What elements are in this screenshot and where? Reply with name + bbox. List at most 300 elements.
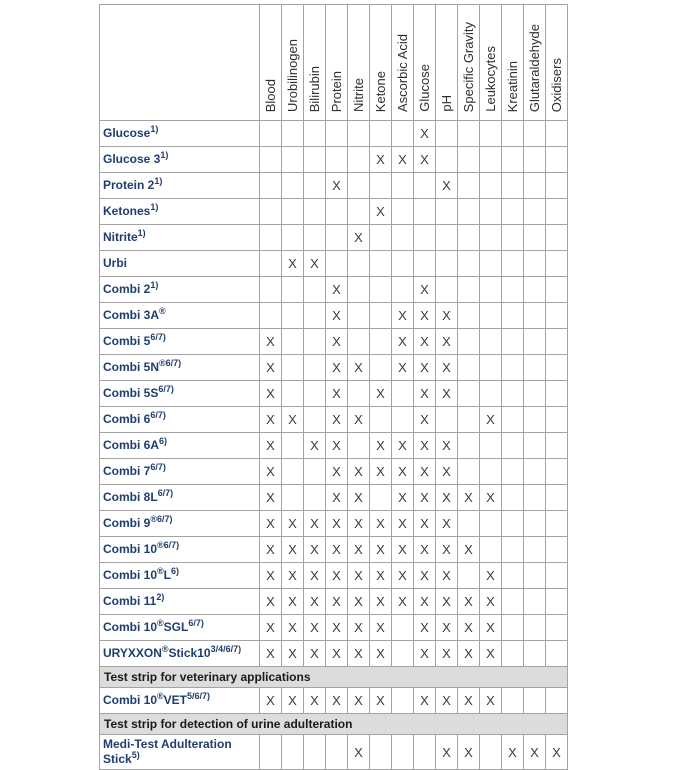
mark-cell-urobilinogen (282, 303, 304, 329)
mark-cell-blood (260, 225, 282, 251)
mark-cell-ph: X (436, 173, 458, 199)
mark-cell-ph (436, 147, 458, 173)
product-name: Medi-Test Adulteration Stick$^{5)}$ (100, 735, 260, 770)
mark-cell-glutaraldehyde (524, 329, 546, 355)
mark-cell-protein: X (326, 537, 348, 563)
mark-cell-bilirubin: X (304, 433, 326, 459)
mark-cell-ascorbic-acid (392, 407, 414, 433)
mark-cell-protein: X (326, 615, 348, 641)
mark-cell-bilirubin (304, 303, 326, 329)
mark-cell-glutaraldehyde (524, 641, 546, 667)
mark-cell-blood: X (260, 563, 282, 589)
mark-cell-urobilinogen: X (282, 537, 304, 563)
mark-cell-oxidisers (546, 589, 568, 615)
mark-cell-bilirubin: X (304, 589, 326, 615)
mark-cell-nitrite: X (348, 537, 370, 563)
mark-cell-specific-gravity: X (458, 735, 480, 770)
mark-cell-urobilinogen (282, 433, 304, 459)
mark-cell-urobilinogen: X (282, 511, 304, 537)
mark-cell-oxidisers (546, 251, 568, 277)
mark-cell-bilirubin: X (304, 537, 326, 563)
mark-cell-glucose: X (414, 121, 436, 147)
mark-cell-nitrite: X (348, 485, 370, 511)
mark-cell-leukocytes (480, 251, 502, 277)
mark-cell-glucose: X (414, 688, 436, 714)
mark-cell-kreatinin (502, 355, 524, 381)
product-name: Ketones$^{1)}$ (100, 199, 260, 225)
mark-cell-ascorbic-acid: X (392, 563, 414, 589)
mark-cell-blood: X (260, 407, 282, 433)
mark-cell-specific-gravity: X (458, 537, 480, 563)
mark-cell-ph (436, 225, 458, 251)
mark-cell-ketone: X (370, 147, 392, 173)
column-header-kreatinin (502, 5, 524, 121)
column-header-ascorbic-acid (392, 5, 414, 121)
column-header-label: Nitrite (350, 78, 366, 112)
mark-cell-glutaraldehyde (524, 355, 546, 381)
mark-cell-bilirubin (304, 173, 326, 199)
mark-cell-blood: X (260, 688, 282, 714)
product-name: Glucose 3$^{1)}$ (100, 147, 260, 173)
product-name: Combi 11$^{2)}$ (100, 589, 260, 615)
mark-cell-glucose (414, 225, 436, 251)
mark-cell-oxidisers (546, 641, 568, 667)
mark-cell-ketone: X (370, 511, 392, 537)
mark-cell-bilirubin (304, 485, 326, 511)
product-name: Combi $10®SGL^{6/7)}$ (100, 615, 260, 641)
mark-cell-oxidisers (546, 355, 568, 381)
product-name: $URYXXON®Stick10^{3/4/6/7)}$ (100, 641, 260, 667)
mark-cell-nitrite (348, 433, 370, 459)
mark-cell-bilirubin (304, 329, 326, 355)
mark-cell-urobilinogen (282, 381, 304, 407)
product-name: Combi $8L^{6/7)}$ (100, 485, 260, 511)
column-header-label: Urobilinogen (284, 39, 300, 112)
mark-cell-urobilinogen (282, 199, 304, 225)
mark-cell-ph: X (436, 355, 458, 381)
footnote-marker: 6/7) (150, 332, 166, 342)
mark-cell-urobilinogen (282, 277, 304, 303)
mark-cell-ketone (370, 485, 392, 511)
mark-cell-specific-gravity (458, 563, 480, 589)
column-header-label: Ascorbic Acid (394, 33, 410, 112)
mark-cell-glutaraldehyde (524, 277, 546, 303)
mark-cell-bilirubin (304, 199, 326, 225)
mark-cell-blood: X (260, 355, 282, 381)
footnote-marker: ®6/7) (157, 540, 180, 550)
column-header-bilirubin (304, 5, 326, 121)
mark-cell-leukocytes (480, 433, 502, 459)
column-header-ketone (370, 5, 392, 121)
table-row (100, 537, 568, 563)
mark-cell-glutaraldehyde (524, 615, 546, 641)
footnote-marker: 6/7) (150, 462, 166, 472)
table-body (100, 121, 568, 770)
mark-cell-protein: X (326, 277, 348, 303)
mark-cell-bilirubin (304, 735, 326, 770)
mark-cell-protein (326, 225, 348, 251)
mark-cell-leukocytes (480, 735, 502, 770)
mark-cell-ascorbic-acid (392, 121, 414, 147)
mark-cell-bilirubin: X (304, 688, 326, 714)
mark-cell-ketone (370, 407, 392, 433)
table-row (100, 688, 568, 714)
footnote-marker: ® (159, 306, 166, 316)
mark-cell-urobilinogen (282, 355, 304, 381)
mark-cell-nitrite (348, 329, 370, 355)
table-row (100, 225, 568, 251)
mark-cell-ascorbic-acid: X (392, 537, 414, 563)
mark-cell-oxidisers: X (546, 735, 568, 770)
mark-cell-glucose: X (414, 355, 436, 381)
mark-cell-ph (436, 121, 458, 147)
mark-cell-kreatinin (502, 225, 524, 251)
mark-cell-glutaraldehyde (524, 303, 546, 329)
mark-cell-protein: X (326, 433, 348, 459)
table-row (100, 381, 568, 407)
mark-cell-ascorbic-acid (392, 735, 414, 770)
mark-cell-glucose: X (414, 303, 436, 329)
mark-cell-specific-gravity (458, 407, 480, 433)
mark-cell-glutaraldehyde (524, 485, 546, 511)
mark-cell-protein: X (326, 381, 348, 407)
mark-cell-ascorbic-acid (392, 199, 414, 225)
mark-cell-ph: X (436, 329, 458, 355)
mark-cell-specific-gravity (458, 459, 480, 485)
mark-cell-ascorbic-acid (392, 277, 414, 303)
footnote-marker: 5) (131, 750, 140, 760)
mark-cell-ketone: X (370, 537, 392, 563)
mark-cell-blood: X (260, 485, 282, 511)
mark-cell-kreatinin (502, 173, 524, 199)
mark-cell-blood: X (260, 433, 282, 459)
mark-cell-glucose: X (414, 641, 436, 667)
mark-cell-ascorbic-acid: X (392, 589, 414, 615)
mark-cell-blood: X (260, 615, 282, 641)
table-row (100, 589, 568, 615)
mark-cell-glutaraldehyde (524, 407, 546, 433)
column-header-label: Oxidisers (548, 57, 564, 112)
mark-cell-kreatinin (502, 433, 524, 459)
mark-cell-nitrite: X (348, 563, 370, 589)
mark-cell-oxidisers (546, 459, 568, 485)
mark-cell-kreatinin: X (502, 735, 524, 770)
mark-cell-blood (260, 199, 282, 225)
column-header-label: Bilirubin (306, 65, 322, 112)
column-header-nitrite (348, 5, 370, 121)
mark-cell-nitrite: X (348, 641, 370, 667)
mark-cell-protein: X (326, 459, 348, 485)
mark-cell-protein: X (326, 511, 348, 537)
mark-cell-kreatinin (502, 641, 524, 667)
footnote-marker: ® (157, 566, 164, 576)
mark-cell-specific-gravity (458, 199, 480, 225)
product-name: Combi 2$^{1)}$ (100, 277, 260, 303)
mark-cell-nitrite (348, 303, 370, 329)
mark-cell-blood (260, 173, 282, 199)
product-name: Combi $5S^{6/7)}$ (100, 381, 260, 407)
mark-cell-blood (260, 277, 282, 303)
mark-cell-kreatinin (502, 277, 524, 303)
footnote-marker: 3/4/6/7) (210, 644, 242, 654)
footnote-marker: 1) (137, 228, 146, 238)
mark-cell-glucose (414, 173, 436, 199)
table-row (100, 121, 568, 147)
mark-cell-urobilinogen: X (282, 688, 304, 714)
mark-cell-specific-gravity (458, 433, 480, 459)
mark-cell-ph (436, 251, 458, 277)
mark-cell-specific-gravity (458, 121, 480, 147)
mark-cell-blood (260, 147, 282, 173)
mark-cell-ascorbic-acid (392, 641, 414, 667)
mark-cell-ph: X (436, 688, 458, 714)
mark-cell-leukocytes: X (480, 641, 502, 667)
mark-cell-blood: X (260, 329, 282, 355)
mark-cell-kreatinin (502, 485, 524, 511)
mark-cell-kreatinin (502, 688, 524, 714)
mark-cell-glucose: X (414, 511, 436, 537)
mark-cell-nitrite: X (348, 615, 370, 641)
mark-cell-nitrite (348, 277, 370, 303)
mark-cell-ketone (370, 329, 392, 355)
mark-cell-kreatinin (502, 121, 524, 147)
mark-cell-oxidisers (546, 381, 568, 407)
mark-cell-blood: X (260, 511, 282, 537)
mark-cell-glutaraldehyde (524, 173, 546, 199)
mark-cell-leukocytes (480, 537, 502, 563)
mark-cell-oxidisers (546, 121, 568, 147)
mark-cell-glucose: X (414, 329, 436, 355)
mark-cell-bilirubin: X (304, 615, 326, 641)
mark-cell-ketone: X (370, 589, 392, 615)
product-name: Combi $10®VET^{5/6/7)}$ (100, 688, 260, 714)
mark-cell-ascorbic-acid: X (392, 511, 414, 537)
mark-cell-nitrite (348, 121, 370, 147)
mark-cell-ph: X (436, 433, 458, 459)
mark-cell-ketone (370, 121, 392, 147)
footnote-marker: 6/7) (158, 384, 174, 394)
mark-cell-kreatinin (502, 303, 524, 329)
mark-cell-leukocytes (480, 303, 502, 329)
mark-cell-leukocytes (480, 199, 502, 225)
mark-cell-bilirubin (304, 121, 326, 147)
mark-cell-glucose: X (414, 563, 436, 589)
mark-cell-bilirubin: X (304, 563, 326, 589)
mark-cell-ketone (370, 225, 392, 251)
mark-cell-kreatinin (502, 511, 524, 537)
product-name: Nitrite$^{1)}$ (100, 225, 260, 251)
footnote-marker: ®6/7) (150, 514, 173, 524)
mark-cell-glucose: X (414, 615, 436, 641)
table-row (100, 355, 568, 381)
mark-cell-ph: X (436, 459, 458, 485)
mark-cell-glutaraldehyde (524, 589, 546, 615)
mark-cell-blood: X (260, 641, 282, 667)
mark-cell-urobilinogen: X (282, 615, 304, 641)
mark-cell-leukocytes (480, 277, 502, 303)
column-header-leukocytes (480, 5, 502, 121)
mark-cell-urobilinogen (282, 735, 304, 770)
mark-cell-oxidisers (546, 563, 568, 589)
column-header-specific-gravity (458, 5, 480, 121)
column-header-urobilinogen (282, 5, 304, 121)
mark-cell-leukocytes (480, 355, 502, 381)
mark-cell-protein: X (326, 563, 348, 589)
table-row (100, 511, 568, 537)
mark-cell-ascorbic-acid (392, 173, 414, 199)
column-header-label: Ketone (372, 70, 388, 112)
product-name: Combi $10^{®6/7)}$ (100, 537, 260, 563)
footnote-marker: 2) (156, 592, 165, 602)
footnote-marker: 6/7) (188, 618, 204, 628)
mark-cell-ketone (370, 735, 392, 770)
mark-cell-kreatinin (502, 199, 524, 225)
mark-cell-ketone (370, 251, 392, 277)
mark-cell-leukocytes: X (480, 688, 502, 714)
mark-cell-protein: X (326, 688, 348, 714)
mark-cell-nitrite: X (348, 407, 370, 433)
mark-cell-blood: X (260, 459, 282, 485)
column-header-label: pH (438, 95, 454, 112)
table-row (100, 407, 568, 433)
mark-cell-ph: X (436, 303, 458, 329)
mark-cell-bilirubin (304, 407, 326, 433)
mark-cell-urobilinogen: X (282, 641, 304, 667)
mark-cell-oxidisers (546, 199, 568, 225)
mark-cell-specific-gravity: X (458, 615, 480, 641)
mark-cell-kreatinin (502, 459, 524, 485)
mark-cell-leukocytes: X (480, 407, 502, 433)
mark-cell-kreatinin (502, 329, 524, 355)
footnote-marker: ® (157, 691, 164, 701)
mark-cell-protein: X (326, 355, 348, 381)
mark-cell-ascorbic-acid (392, 615, 414, 641)
mark-cell-urobilinogen: X (282, 407, 304, 433)
mark-cell-glutaraldehyde (524, 433, 546, 459)
mark-cell-bilirubin (304, 147, 326, 173)
mark-cell-urobilinogen (282, 459, 304, 485)
column-header-label: Leukocytes (482, 46, 498, 112)
mark-cell-ph: X (436, 537, 458, 563)
mark-cell-bilirubin (304, 459, 326, 485)
mark-cell-urobilinogen: X (282, 251, 304, 277)
product-name: Combi $6^{6/7)}$ (100, 407, 260, 433)
mark-cell-blood (260, 121, 282, 147)
mark-cell-protein (326, 121, 348, 147)
mark-cell-protein: X (326, 173, 348, 199)
mark-cell-nitrite: X (348, 735, 370, 770)
product-name: Combi $6A^{6)}$ (100, 433, 260, 459)
mark-cell-ketone: X (370, 688, 392, 714)
mark-cell-protein (326, 735, 348, 770)
mark-cell-bilirubin (304, 381, 326, 407)
mark-cell-protein: X (326, 641, 348, 667)
table-row (100, 303, 568, 329)
mark-cell-leukocytes (480, 173, 502, 199)
product-name: Protein 2$^{1)}$ (100, 173, 260, 199)
mark-cell-oxidisers (546, 688, 568, 714)
mark-cell-nitrite: X (348, 225, 370, 251)
table-row (100, 641, 568, 667)
column-header-glutaraldehyde (524, 5, 546, 121)
mark-cell-glutaraldehyde (524, 199, 546, 225)
table-row (100, 329, 568, 355)
mark-cell-ascorbic-acid (392, 688, 414, 714)
mark-cell-ascorbic-acid: X (392, 459, 414, 485)
mark-cell-ph (436, 407, 458, 433)
mark-cell-glucose: X (414, 589, 436, 615)
mark-cell-specific-gravity (458, 329, 480, 355)
section-row (100, 714, 568, 735)
mark-cell-bilirubin (304, 277, 326, 303)
mark-cell-ketone (370, 303, 392, 329)
mark-cell-nitrite: X (348, 355, 370, 381)
mark-cell-protein (326, 147, 348, 173)
mark-cell-ketone: X (370, 433, 392, 459)
mark-cell-glutaraldehyde (524, 563, 546, 589)
mark-cell-specific-gravity: X (458, 688, 480, 714)
mark-cell-urobilinogen (282, 329, 304, 355)
mark-cell-glucose (414, 199, 436, 225)
mark-cell-ph: X (436, 381, 458, 407)
mark-cell-ketone: X (370, 381, 392, 407)
mark-cell-nitrite (348, 251, 370, 277)
mark-cell-ketone (370, 173, 392, 199)
footnote-marker: 5/6/7) (187, 691, 211, 701)
mark-cell-bilirubin: X (304, 641, 326, 667)
table-row (100, 147, 568, 173)
mark-cell-glucose: X (414, 485, 436, 511)
column-header-blood (260, 5, 282, 121)
mark-cell-oxidisers (546, 485, 568, 511)
mark-cell-ketone: X (370, 563, 392, 589)
mark-cell-oxidisers (546, 303, 568, 329)
mark-cell-protein (326, 251, 348, 277)
mark-cell-kreatinin (502, 251, 524, 277)
table-row (100, 199, 568, 225)
footnote-marker: ® (161, 644, 169, 654)
mark-cell-bilirubin: X (304, 511, 326, 537)
mark-cell-urobilinogen (282, 225, 304, 251)
table-row (100, 251, 568, 277)
footnote-marker: ® (157, 618, 164, 628)
product-name: Combi 3A® (100, 303, 260, 329)
mark-cell-ascorbic-acid (392, 251, 414, 277)
mark-cell-urobilinogen: X (282, 589, 304, 615)
mark-cell-specific-gravity (458, 511, 480, 537)
mark-cell-leukocytes (480, 511, 502, 537)
mark-cell-urobilinogen (282, 121, 304, 147)
table-row (100, 459, 568, 485)
mark-cell-specific-gravity (458, 251, 480, 277)
footnote-marker: 1) (150, 280, 159, 290)
table-row (100, 173, 568, 199)
mark-cell-glucose (414, 735, 436, 770)
mark-cell-ph: X (436, 485, 458, 511)
mark-cell-bilirubin (304, 225, 326, 251)
mark-cell-glucose: X (414, 147, 436, 173)
mark-cell-glucose: X (414, 381, 436, 407)
section-header: Test strip for veterinary applications (100, 667, 568, 688)
mark-cell-kreatinin (502, 537, 524, 563)
mark-cell-specific-gravity: X (458, 485, 480, 511)
mark-cell-leukocytes (480, 329, 502, 355)
mark-cell-blood (260, 251, 282, 277)
mark-cell-glucose: X (414, 537, 436, 563)
table-row (100, 563, 568, 589)
footnote-marker: 1) (150, 124, 159, 134)
column-header-protein (326, 5, 348, 121)
